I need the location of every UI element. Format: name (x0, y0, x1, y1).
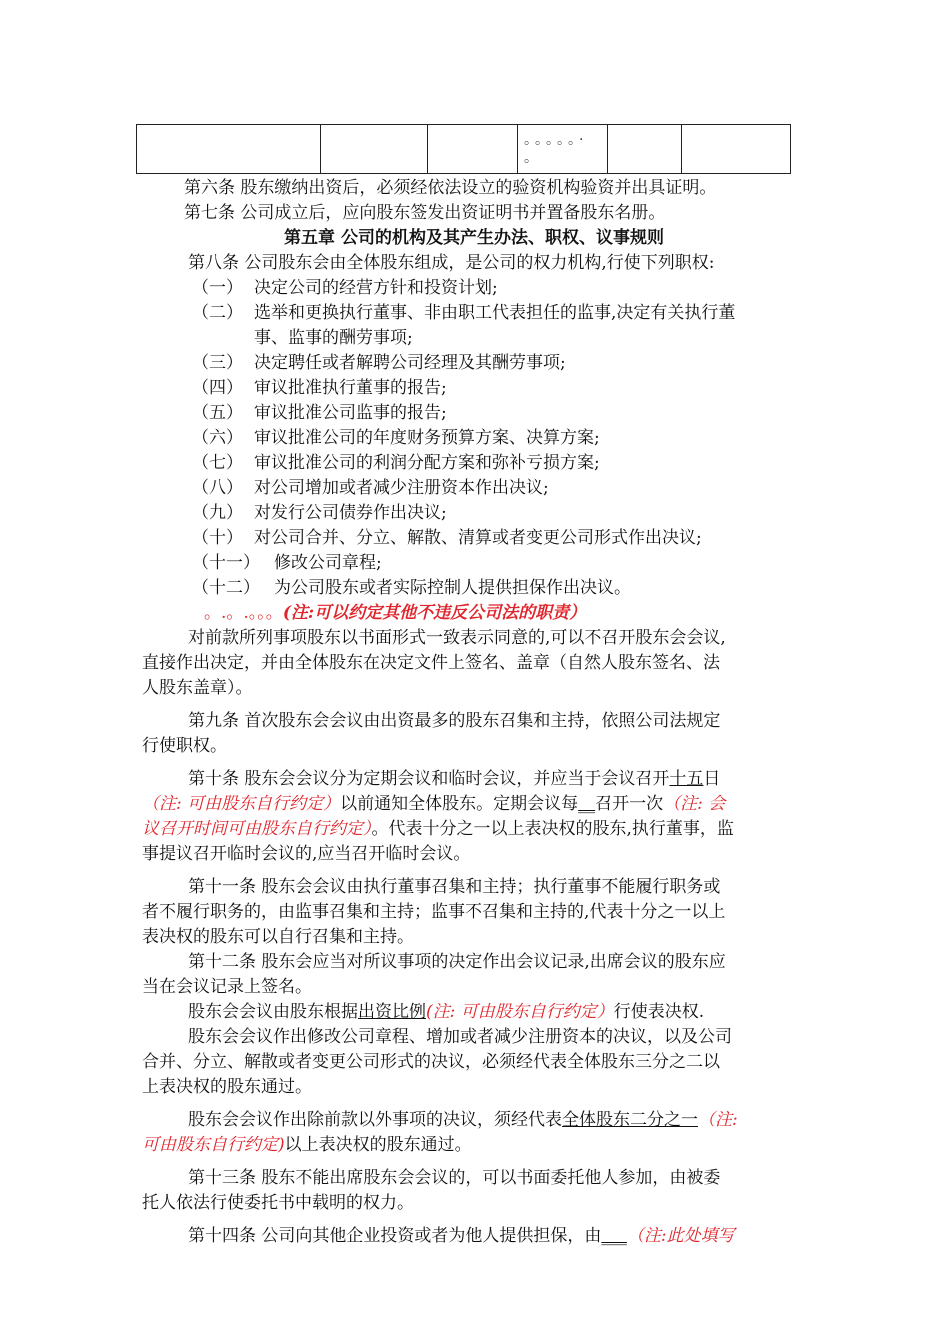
article-6: 第六条 股东缴纳出资后，必须经依法设立的验资机构验资并出具证明。 (184, 178, 717, 198)
table-cell (321, 125, 428, 174)
article-11: 第十一条 股东会会议由执行董事召集和主持；执行董事不能履行职务或 (188, 877, 721, 897)
item-text: 审议批准公司的年度财务预算方案、决算方案; (254, 428, 600, 448)
list-item (142, 451, 806, 476)
note-dots: 。.。.。。。 (204, 603, 283, 623)
text: 。代表十分之一以上表决权的股东,执行董事，监 (371, 819, 734, 839)
chapter-heading: 第五章 公司的机构及其产生办法、职权、议事规则 (284, 228, 664, 248)
list-item (142, 501, 806, 526)
item-text: 为公司股东或者实际控制人提供担保作出决议。 (274, 578, 631, 598)
text: 第十条 股东会会议分为定期会议和临时会议，并应当于会议召开 (188, 769, 670, 789)
paragraph-line (142, 1133, 806, 1158)
article-10 (142, 767, 806, 792)
note-text: 可由股东自行约定) (142, 1135, 285, 1155)
list-item (142, 401, 806, 426)
note-text: （注:此处填写 (626, 1226, 735, 1246)
note-text: (注: 可由股东自行约定） (426, 1002, 614, 1022)
item-text: 选举和更换执行董事、非由职工代表担任的监事,决定有关执行董 (254, 303, 736, 323)
article-14 (142, 1224, 806, 1249)
underlined-blank: __ (578, 794, 596, 814)
document-body (142, 176, 806, 1249)
article-9: 第九条 首次股东会会议由出资最多的股东召集和主持，依照公司法规定 (188, 711, 721, 731)
paragraph-line: 股东会会议作出修改公司章程、增加或者减少注册资本的决议，以及公司 (188, 1027, 732, 1047)
paragraph-line: 当在会议记录上签名。 (142, 977, 312, 997)
table-row (137, 125, 791, 174)
article-12: 第十二条 股东会应当对所议事项的决定作出会议记录,出席会议的股东应 (188, 952, 726, 972)
paragraph-line: 者不履行职务的，由监事召集和主持；监事不召集和主持的,代表十分之一以上 (142, 902, 726, 922)
paragraph-line: 表决权的股东可以自行召集和主持。 (142, 927, 414, 947)
text: 以上表决权的股东通过。 (284, 1135, 472, 1155)
item-text: 对发行公司债券作出决议; (254, 503, 447, 523)
underlined-blank: 十五 (669, 769, 704, 789)
list-item (142, 376, 806, 401)
item-marker: （四） (192, 378, 243, 398)
item-text: 审议批准公司监事的报告; (254, 403, 447, 423)
note-text: (注:可以约定其他不违反公司法的职责） (282, 603, 587, 623)
capital-table (136, 124, 791, 174)
article-8: 第八条 公司股东会由全体股东组成，是公司的权力机构,行使下列职权: (188, 253, 715, 273)
list-item (142, 551, 806, 576)
list-item (142, 526, 806, 551)
paragraph-line: 人股东盖章）。 (142, 678, 253, 698)
text: 以前通知全体股东。定期会议每 (340, 794, 579, 814)
list-item (142, 276, 806, 301)
paragraph-line: 托人依法行使委托书中载明的权力。 (142, 1193, 414, 1213)
paragraph-line (142, 817, 806, 842)
paragraph-line: 行使职权。 (142, 736, 227, 756)
item-marker: （六） (192, 428, 243, 448)
list-item (142, 301, 806, 326)
paragraph-line: 直接作出决定，并由全体股东在决定文件上签名、盖章（自然人股东签名、法 (142, 653, 720, 673)
table-cell (428, 125, 518, 174)
note-text: （注: 会 (663, 794, 726, 814)
note-text: 议召开时间可由股东自行约定） (142, 819, 372, 839)
list-item (142, 476, 806, 501)
text: 股东会会议由股东根据 (188, 1002, 358, 1022)
paragraph-line (142, 1000, 806, 1025)
item-text: 事、监事的酬劳事项; (254, 328, 413, 348)
text: 行使表决权. (613, 1002, 705, 1022)
item-text: 审议批准执行董事的报告; (254, 378, 447, 398)
underlined-blank: 全体股东二分之一 (562, 1110, 698, 1130)
table-cell (608, 125, 682, 174)
list-item (142, 351, 806, 376)
paragraph-line: 合并、分立、解散或者变更公司形式的决议，必须经代表全体股东三分之二以 (142, 1052, 720, 1072)
underlined-blank: 出资比例 (358, 1002, 426, 1022)
paragraph-line (142, 792, 806, 817)
item-marker: （十二） (192, 578, 260, 598)
item-marker: （十） (192, 528, 243, 548)
item-marker: （七） (192, 453, 243, 473)
list-item (142, 576, 806, 601)
item-text: 对公司合并、分立、解散、清算或者变更公司形式作出决议; (254, 528, 702, 548)
item-marker: （一） (192, 278, 243, 298)
item-marker: （十一） (192, 553, 260, 573)
note-line (142, 601, 806, 626)
article-13: 第十三条 股东不能出席股东会会议的，可以书面委托他人参加，由被委 (188, 1168, 721, 1188)
table-cell (682, 125, 791, 174)
item-marker: （二） (192, 303, 243, 323)
list-item (142, 426, 806, 451)
note-text: （注: 可由股东自行约定） (142, 794, 341, 814)
item-text: 决定公司的经营方针和投资计划; (254, 278, 498, 298)
text: 召开一次 (595, 794, 664, 814)
paragraph-line: 事提议召开临时会议的,应当召开临时会议。 (142, 844, 471, 864)
table-cell: 。。。。。· 。 (518, 125, 608, 174)
item-text: 决定聘任或者解聘公司经理及其酬劳事项; (254, 353, 566, 373)
text: 日 (703, 769, 721, 789)
item-marker: （五） (192, 403, 243, 423)
note-text: （注: (698, 1110, 738, 1130)
item-marker: （九） (192, 503, 243, 523)
item-text: 对公司增加或者减少注册资本作出决议; (254, 478, 549, 498)
underlined-blank: ___ (601, 1226, 627, 1246)
text: 股东会会议作出除前款以外事项的决议，须经代表 (188, 1110, 562, 1130)
item-text: 修改公司章程; (274, 553, 382, 573)
text: 第十四条 公司向其他企业投资或者为他人提供担保，由 (188, 1226, 602, 1246)
table-cell (137, 125, 321, 174)
paragraph-line: 上表决权的股东通过。 (142, 1077, 312, 1097)
paragraph-line (142, 1108, 806, 1133)
item-marker: （八） (192, 478, 243, 498)
item-marker: （三） (192, 353, 243, 373)
paragraph-line: 对前款所列事项股东以书面形式一致表示同意的,可以不召开股东会会议, (188, 628, 726, 648)
item-text: 审议批准公司的利润分配方案和弥补亏损方案; (254, 453, 600, 473)
list-item-continuation (142, 326, 806, 351)
article-7: 第七条 公司成立后，应向股东签发出资证明书并置备股东名册。 (184, 203, 666, 223)
